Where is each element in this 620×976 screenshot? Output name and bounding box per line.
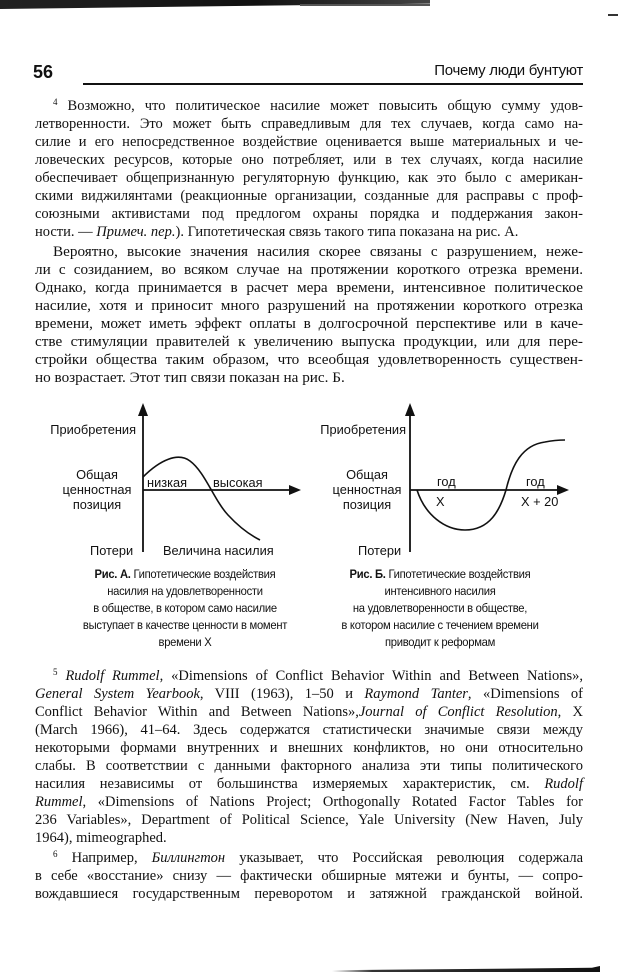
scan-edge-bottom	[332, 966, 600, 972]
footnote-marker: 4	[53, 97, 58, 107]
y-axis-top-label: Приобретения	[320, 422, 406, 437]
x-label-high: высокая	[213, 475, 263, 490]
footnote-marker: 5	[53, 667, 58, 677]
x-label-year-1: год	[437, 474, 456, 489]
page-number: 56	[33, 62, 54, 82]
footnote-6: $^6$ Например, Биллингтон указывает, что Российская революция содержала в себе «восстание» снизу — фактически обширные мятежи и бунты, — сопро- вождавшиеся государственным переворотом и затяжной гражданской войной.	[35, 849, 583, 902]
figure-a-caption: Рис. А. Гипотетические воздействия насилия на удовлетворенности в обществе, в котором само насилие выступает в качестве ценности в момент времени X	[82, 567, 288, 649]
translator-note: Примеч. пер.	[96, 224, 176, 240]
figure-a-caption-label: Рис. А.	[94, 567, 131, 581]
footnote-5: $^5$ Rudolf Rummel, «Dimensions of Conflict Behavior Within and Between Nations», General System Yearbook, VIII (1963), 1–50 и Raymond Tanter, «Dimensions of Conflict Behavior Within and Between Nations»,Journal of Conflict Resolution, X (March 1966), 41–64. Здесь содержатся статистически значимые связи между некоторыми формами внутренних и внешних конфликтов, но они относительно слабы. В соответствии с данными факторного анализа эти типы политического насилия независимы от большинства измеряемых характеристик, см. Rudolf Rummel, «Dimensions of Nations Project; Orthogonally Rotated Factor Tables for 236 Variables», Department of Political Science, Yale University (New Haven, July 1964), mimeographed.	[35, 667, 584, 846]
y-axis-top-label: Приобретения	[50, 422, 136, 437]
x-axis-title: Величина насилия	[163, 543, 274, 558]
y-axis-mid-label-1: Общая	[346, 467, 388, 482]
y-axis-bottom-label: Потери	[90, 543, 134, 558]
figure-b-caption: Рис. Б. Гипотетические воздействия интенсивного насилия на удовлетворенности в обществе, в котором насилие с течением времени приводит к реформам	[341, 567, 539, 649]
y-axis-mid-label-3: позиция	[72, 497, 122, 512]
main-paragraph: Вероятно, высокие значения насилия скорее связаны с разрушением, неже- ли с созиданием, во всяком случае на протяжении короткого отрезка времени. Однако, когда принимается в расчет мера времени, интенсивное политическое насилие, хотя и приносит много разрушений на протяжении короткого отрезка времени, может иметь эффект оплаты в долгосрочной перспективе или в каче- стве стимуляции правителей к увеличению выпуска продукции, или для пере- стройки общества таким образом, что всеобщая удовлетворенность существен- но возрастает. Этот тип связи показан на рис. Б.	[35, 243, 583, 386]
y-axis-bottom-label: Потери	[358, 543, 402, 558]
figure-b-caption-label: Рис. Б.	[349, 567, 386, 581]
y-axis-mid-label-2: ценностная	[62, 482, 132, 497]
y-axis-mid-label-2: ценностная	[332, 482, 402, 497]
footnote-4: $^4$ Возможно, что политическое насилие может повысить общую сумму удов- летворенности. Это может быть справедливым для тех случаев, когда само на- силие и его непосредственное воздействие оценивается выше материальных и че- ловеческих ресурсов, которые оно потребляет, или в тех случаях, когда насилие обеспечивает общепризнанную регуляторную функцию, как это было с американ- скими виджилянтами (реакционные организации, созданные для расправы с проф- союзными активистами под предлогом охраны порядка и поддержания закон- ности. — Примеч. пер.). Гипотетическая связь такого типа показана на рис. А.	[35, 97, 584, 240]
x-label-year-2: год	[526, 474, 545, 489]
x-label-year-1-value: X	[436, 494, 445, 509]
footnote-marker: 6	[53, 849, 58, 859]
x-label-low: низкая	[147, 475, 188, 490]
y-axis-mid-label-1: Общая	[76, 467, 118, 482]
x-label-year-2-value: X + 20	[521, 494, 559, 509]
y-axis-mid-label-3: позиция	[342, 497, 392, 512]
running-title: Почему люди бунтуют	[434, 62, 583, 79]
